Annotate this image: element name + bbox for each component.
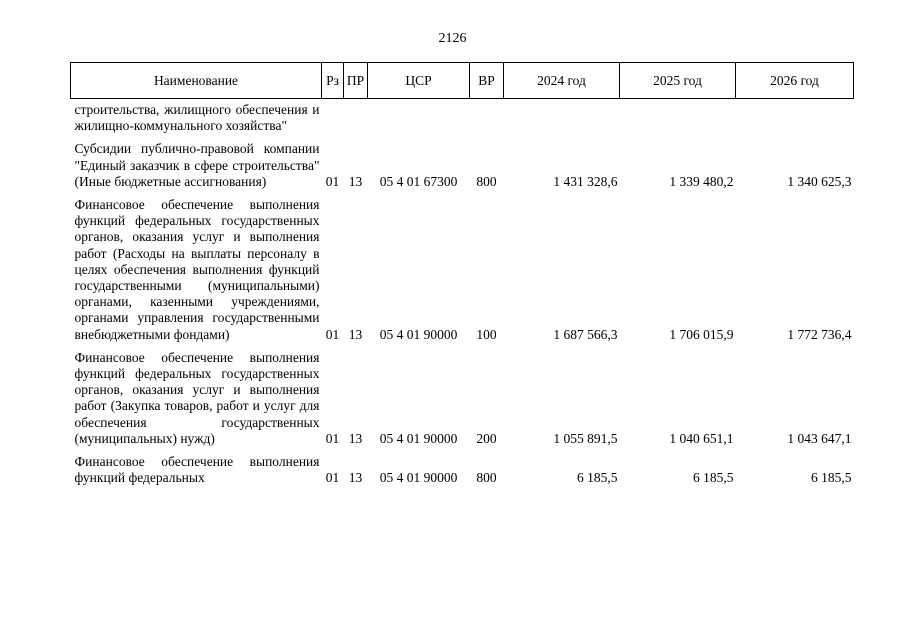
row-csr: 05 4 01 90000 [379, 430, 458, 446]
row-name: Субсидии публично-правовой компании "Единый заказчик в сфере строительства" (Иные бюджетные ассигнования) [74, 141, 320, 189]
column-header-csr: ЦСР [368, 63, 470, 99]
column-header-rz: Рз [322, 63, 344, 99]
row-2025: 1 706 015,9 [669, 326, 734, 342]
row-2025: 1 339 480,2 [669, 173, 734, 189]
row-2026: 1 340 625,3 [787, 173, 852, 189]
row-2025 [620, 99, 736, 135]
row-2024 [504, 99, 620, 135]
row-2025: 1 040 651,1 [669, 430, 734, 446]
row-2024: 1 431 328,6 [553, 173, 618, 189]
row-2024: 1 055 891,5 [553, 430, 618, 446]
row-rz: 01 [325, 326, 340, 342]
column-header-name: Наименование [71, 63, 322, 99]
row-vr: 200 [476, 430, 497, 446]
row-pr: 13 [348, 470, 363, 486]
row-pr: 13 [348, 430, 363, 446]
row-vr: 800 [476, 173, 497, 189]
row-2026: 1 772 736,4 [787, 326, 852, 342]
row-rz: 01 [325, 173, 340, 189]
table-body [71, 99, 854, 487]
column-header-2026: 2026 год [736, 63, 854, 99]
row-pr: 13 [348, 173, 363, 189]
budget-table [70, 62, 854, 486]
table-row [71, 99, 854, 135]
row-rz [322, 99, 344, 135]
row-2024: 1 687 566,3 [553, 326, 618, 342]
row-vr: 800 [476, 470, 497, 486]
row-name: строительства, жилищного обеспечения и жилищно-коммунального хозяйства" [74, 102, 320, 134]
row-csr [368, 99, 470, 135]
table-row [71, 447, 854, 486]
row-vr: 100 [476, 326, 497, 342]
row-name: Финансовое обеспечение выполнения функций федеральных государственных органов, оказания услуг и выполнения работ (Закупка товаров, работ и услуг для обеспечения государственных (муниципальных) нужд) [74, 349, 320, 446]
row-rz: 01 [325, 430, 340, 446]
table-header [71, 63, 854, 99]
row-pr: 13 [348, 326, 363, 342]
column-header-vr: ВР [470, 63, 504, 99]
row-2024: 6 185,5 [577, 470, 618, 486]
column-header-2024: 2024 год [504, 63, 620, 99]
row-2026: 6 185,5 [811, 470, 852, 486]
table-row [71, 343, 854, 447]
row-2025: 6 185,5 [693, 470, 734, 486]
row-csr: 05 4 01 90000 [379, 326, 458, 342]
column-header-2025: 2025 год [620, 63, 736, 99]
row-vr [470, 99, 504, 135]
column-header-pr: ПР [344, 63, 368, 99]
row-csr: 05 4 01 67300 [379, 173, 458, 189]
table-row [71, 190, 854, 343]
row-pr [344, 99, 368, 135]
row-csr: 05 4 01 90000 [379, 470, 458, 486]
table-row [71, 134, 854, 190]
page-number: 2126 [438, 31, 467, 46]
row-2026 [736, 99, 854, 135]
row-name: Финансовое обеспечение выполнения функций федеральных государственных органов, оказания услуг и выполнения работ (Расходы на выплаты персоналу в целях обеспечения выполнения функций государственными (муниципальными) органами, казенными учреждениями, органами управления государственными внебюджетными фондами) [74, 197, 320, 342]
row-name: Финансовое обеспечение выполнения функций федеральных [74, 454, 320, 486]
row-rz: 01 [325, 470, 340, 486]
row-2026: 1 043 647,1 [787, 430, 852, 446]
